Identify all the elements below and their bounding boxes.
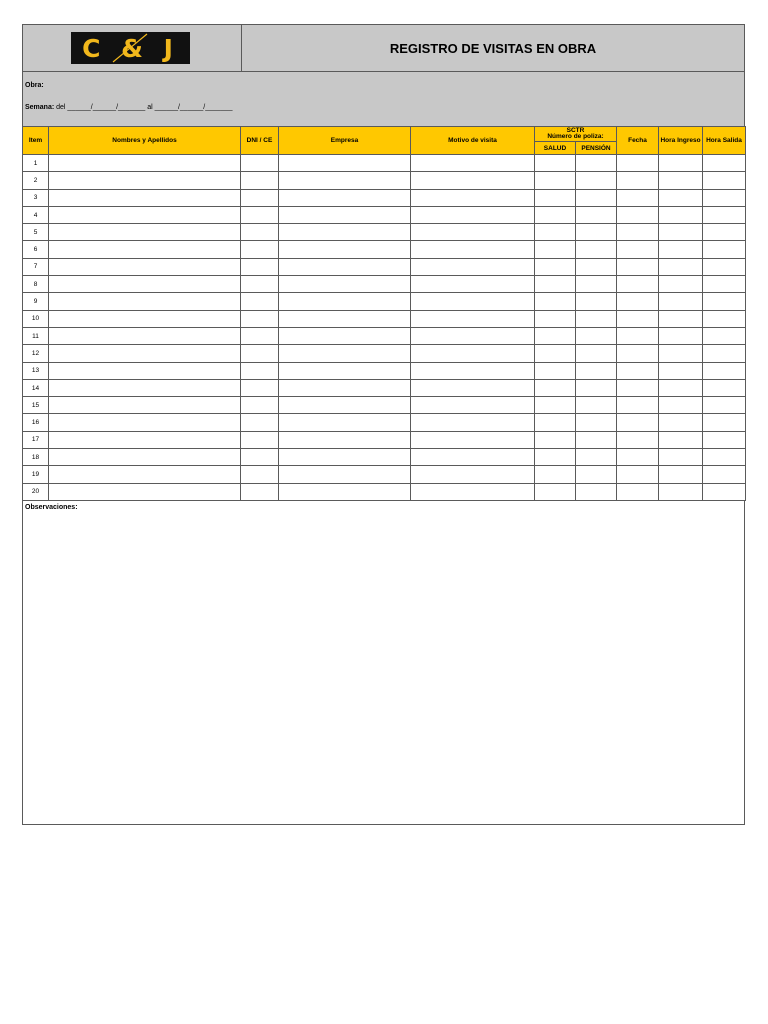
cell-motivo[interactable] bbox=[411, 224, 535, 241]
cell-motivo[interactable] bbox=[411, 397, 535, 414]
cell-motivo[interactable] bbox=[411, 449, 535, 466]
cell-salud[interactable] bbox=[535, 414, 576, 431]
row-item-number: 6 bbox=[23, 241, 49, 258]
cell-hora-ingreso[interactable] bbox=[659, 155, 703, 172]
poliza-label: Número de poliza: bbox=[547, 133, 604, 140]
obra-label: Obra: bbox=[25, 82, 44, 89]
cell-dni[interactable] bbox=[241, 258, 279, 275]
table-row bbox=[23, 327, 746, 344]
cell-dni[interactable] bbox=[241, 224, 279, 241]
cell-hora-salida[interactable] bbox=[703, 155, 746, 172]
cell-empresa[interactable] bbox=[279, 206, 411, 223]
cell-fecha[interactable] bbox=[617, 431, 659, 448]
cell-fecha[interactable] bbox=[617, 345, 659, 362]
cell-empresa[interactable] bbox=[279, 449, 411, 466]
row-item-number: 2 bbox=[23, 172, 49, 189]
cell-pension[interactable] bbox=[576, 258, 617, 275]
col-header-hora-salida: Hora Salida bbox=[703, 127, 746, 155]
cell-fecha[interactable] bbox=[617, 362, 659, 379]
cell-salud[interactable] bbox=[535, 276, 576, 293]
cell-salud[interactable] bbox=[535, 189, 576, 206]
cell-empresa[interactable] bbox=[279, 397, 411, 414]
cell-hora-salida[interactable] bbox=[703, 327, 746, 344]
cell-dni[interactable] bbox=[241, 155, 279, 172]
cell-dni[interactable] bbox=[241, 431, 279, 448]
cell-salud[interactable] bbox=[535, 449, 576, 466]
cell-empresa[interactable] bbox=[279, 483, 411, 500]
row-item-number: 18 bbox=[23, 449, 49, 466]
cell-hora-ingreso[interactable] bbox=[659, 431, 703, 448]
cell-salud[interactable] bbox=[535, 155, 576, 172]
cell-motivo[interactable] bbox=[411, 155, 535, 172]
cell-dni[interactable] bbox=[241, 172, 279, 189]
cell-nombres[interactable] bbox=[49, 206, 241, 223]
cell-dni[interactable] bbox=[241, 206, 279, 223]
cell-dni[interactable] bbox=[241, 397, 279, 414]
cell-hora-salida[interactable] bbox=[703, 345, 746, 362]
cell-fecha[interactable] bbox=[617, 172, 659, 189]
cell-hora-ingreso[interactable] bbox=[659, 172, 703, 189]
cell-nombres[interactable] bbox=[49, 310, 241, 327]
cell-fecha[interactable] bbox=[617, 206, 659, 223]
cell-hora-salida[interactable] bbox=[703, 310, 746, 327]
table-row bbox=[23, 397, 746, 414]
table-row bbox=[23, 362, 746, 379]
col-header-item: Item bbox=[23, 127, 49, 155]
cell-fecha[interactable] bbox=[617, 155, 659, 172]
table-row bbox=[23, 155, 746, 172]
cell-pension[interactable] bbox=[576, 397, 617, 414]
col-header-fecha: Fecha bbox=[617, 127, 659, 155]
cell-motivo[interactable] bbox=[411, 379, 535, 396]
cell-nombres[interactable] bbox=[49, 414, 241, 431]
cell-motivo[interactable] bbox=[411, 466, 535, 483]
col-header-dni: DNI / CE bbox=[241, 127, 279, 155]
cell-salud[interactable] bbox=[535, 483, 576, 500]
cell-hora-salida[interactable] bbox=[703, 189, 746, 206]
cell-hora-salida[interactable] bbox=[703, 483, 746, 500]
cell-hora-ingreso[interactable] bbox=[659, 241, 703, 258]
row-item-number: 9 bbox=[23, 293, 49, 310]
cell-pension[interactable] bbox=[576, 327, 617, 344]
cell-pension[interactable] bbox=[576, 224, 617, 241]
cell-salud[interactable] bbox=[535, 345, 576, 362]
table-row bbox=[23, 483, 746, 500]
cell-empresa[interactable] bbox=[279, 241, 411, 258]
cell-fecha[interactable] bbox=[617, 466, 659, 483]
cell-nombres[interactable] bbox=[49, 241, 241, 258]
cell-fecha[interactable] bbox=[617, 379, 659, 396]
cell-dni[interactable] bbox=[241, 379, 279, 396]
cell-nombres[interactable] bbox=[49, 379, 241, 396]
row-item-number: 4 bbox=[23, 206, 49, 223]
logo-text: C & J bbox=[82, 33, 179, 63]
cell-salud[interactable] bbox=[535, 206, 576, 223]
info-band bbox=[22, 72, 745, 126]
cell-motivo[interactable] bbox=[411, 293, 535, 310]
cell-nombres[interactable] bbox=[49, 466, 241, 483]
cell-nombres[interactable] bbox=[49, 483, 241, 500]
cell-pension[interactable] bbox=[576, 483, 617, 500]
table-row bbox=[23, 310, 746, 327]
cell-nombres[interactable] bbox=[49, 362, 241, 379]
table-row bbox=[23, 293, 746, 310]
cell-nombres[interactable] bbox=[49, 155, 241, 172]
cell-hora-ingreso[interactable] bbox=[659, 449, 703, 466]
cell-hora-salida[interactable] bbox=[703, 397, 746, 414]
cell-pension[interactable] bbox=[576, 206, 617, 223]
cell-hora-ingreso[interactable] bbox=[659, 189, 703, 206]
cell-motivo[interactable] bbox=[411, 414, 535, 431]
col-header-sctr bbox=[535, 127, 617, 142]
cell-hora-ingreso[interactable] bbox=[659, 397, 703, 414]
cell-hora-salida[interactable] bbox=[703, 276, 746, 293]
col-header-pension: PENSIÓN bbox=[576, 142, 617, 155]
cell-empresa[interactable] bbox=[279, 466, 411, 483]
cell-hora-ingreso[interactable] bbox=[659, 345, 703, 362]
cell-dni[interactable] bbox=[241, 241, 279, 258]
cell-fecha[interactable] bbox=[617, 449, 659, 466]
cell-pension[interactable] bbox=[576, 189, 617, 206]
company-logo bbox=[71, 32, 190, 64]
cell-hora-ingreso[interactable] bbox=[659, 310, 703, 327]
cell-salud[interactable] bbox=[535, 327, 576, 344]
row-item-number: 5 bbox=[23, 224, 49, 241]
cell-motivo[interactable] bbox=[411, 483, 535, 500]
cell-hora-ingreso[interactable] bbox=[659, 483, 703, 500]
cell-pension[interactable] bbox=[576, 431, 617, 448]
table-row bbox=[23, 258, 746, 275]
cell-pension[interactable] bbox=[576, 241, 617, 258]
table-row bbox=[23, 379, 746, 396]
cell-hora-salida[interactable] bbox=[703, 449, 746, 466]
cell-nombres[interactable] bbox=[49, 258, 241, 275]
col-header-hora-ingreso: Hora Ingreso bbox=[659, 127, 703, 155]
cell-fecha[interactable] bbox=[617, 310, 659, 327]
col-header-motivo: Motivo de visita bbox=[411, 127, 535, 155]
row-item-number: 8 bbox=[23, 276, 49, 293]
cell-empresa[interactable] bbox=[279, 379, 411, 396]
cell-empresa[interactable] bbox=[279, 431, 411, 448]
logo-cell bbox=[23, 25, 242, 71]
cell-nombres[interactable] bbox=[49, 276, 241, 293]
cell-motivo[interactable] bbox=[411, 241, 535, 258]
cell-motivo[interactable] bbox=[411, 258, 535, 275]
cell-salud[interactable] bbox=[535, 241, 576, 258]
cell-nombres[interactable] bbox=[49, 345, 241, 362]
cell-salud[interactable] bbox=[535, 362, 576, 379]
cell-hora-salida[interactable] bbox=[703, 431, 746, 448]
cell-pension[interactable] bbox=[576, 466, 617, 483]
cell-empresa[interactable] bbox=[279, 155, 411, 172]
page-title: REGISTRO DE VISITAS EN OBRA bbox=[389, 40, 597, 56]
cell-dni[interactable] bbox=[241, 310, 279, 327]
cell-dni[interactable] bbox=[241, 414, 279, 431]
cell-motivo[interactable] bbox=[411, 327, 535, 344]
cell-hora-ingreso[interactable] bbox=[659, 276, 703, 293]
col-header-nombres: Nombres y Apellidos bbox=[49, 127, 241, 155]
table-row bbox=[23, 345, 746, 362]
cell-pension[interactable] bbox=[576, 449, 617, 466]
row-item-number: 19 bbox=[23, 466, 49, 483]
semana-date-range: del ______/______/_______ al ______/______/_______ bbox=[54, 104, 233, 111]
cell-motivo[interactable] bbox=[411, 345, 535, 362]
cell-motivo[interactable] bbox=[411, 310, 535, 327]
visits-table bbox=[22, 126, 746, 501]
cell-hora-salida[interactable] bbox=[703, 379, 746, 396]
observaciones-box[interactable] bbox=[22, 501, 745, 825]
row-item-number: 1 bbox=[23, 155, 49, 172]
cell-hora-ingreso[interactable] bbox=[659, 206, 703, 223]
cell-empresa[interactable] bbox=[279, 276, 411, 293]
cell-fecha[interactable] bbox=[617, 276, 659, 293]
row-item-number: 7 bbox=[23, 258, 49, 275]
cell-hora-ingreso[interactable] bbox=[659, 466, 703, 483]
cell-salud[interactable] bbox=[535, 466, 576, 483]
semana-label: Semana: bbox=[25, 104, 55, 111]
cell-salud[interactable] bbox=[535, 379, 576, 396]
cell-hora-salida[interactable] bbox=[703, 362, 746, 379]
cell-dni[interactable] bbox=[241, 345, 279, 362]
cell-pension[interactable] bbox=[576, 276, 617, 293]
cell-hora-ingreso[interactable] bbox=[659, 224, 703, 241]
table-row bbox=[23, 276, 746, 293]
cell-nombres[interactable] bbox=[49, 449, 241, 466]
cell-hora-salida[interactable] bbox=[703, 258, 746, 275]
row-item-number: 16 bbox=[23, 414, 49, 431]
cell-dni[interactable] bbox=[241, 466, 279, 483]
cell-pension[interactable] bbox=[576, 310, 617, 327]
cell-empresa[interactable] bbox=[279, 327, 411, 344]
cell-nombres[interactable] bbox=[49, 397, 241, 414]
row-item-number: 20 bbox=[23, 483, 49, 500]
table-row bbox=[23, 172, 746, 189]
cell-pension[interactable] bbox=[576, 155, 617, 172]
cell-salud[interactable] bbox=[535, 293, 576, 310]
cell-empresa[interactable] bbox=[279, 362, 411, 379]
cell-fecha[interactable] bbox=[617, 258, 659, 275]
col-header-empresa: Empresa bbox=[279, 127, 411, 155]
cell-hora-salida[interactable] bbox=[703, 172, 746, 189]
row-item-number: 17 bbox=[23, 431, 49, 448]
cell-hora-salida[interactable] bbox=[703, 466, 746, 483]
cell-pension[interactable] bbox=[576, 379, 617, 396]
cell-hora-ingreso[interactable] bbox=[659, 293, 703, 310]
cell-dni[interactable] bbox=[241, 449, 279, 466]
cell-dni[interactable] bbox=[241, 327, 279, 344]
table-row bbox=[23, 224, 746, 241]
cell-empresa[interactable] bbox=[279, 258, 411, 275]
cell-dni[interactable] bbox=[241, 483, 279, 500]
cell-nombres[interactable] bbox=[49, 431, 241, 448]
row-item-number: 10 bbox=[23, 310, 49, 327]
cell-salud[interactable] bbox=[535, 172, 576, 189]
cell-hora-ingreso[interactable] bbox=[659, 379, 703, 396]
cell-nombres[interactable] bbox=[49, 189, 241, 206]
cell-hora-ingreso[interactable] bbox=[659, 414, 703, 431]
cell-motivo[interactable] bbox=[411, 189, 535, 206]
cell-pension[interactable] bbox=[576, 172, 617, 189]
cell-hora-ingreso[interactable] bbox=[659, 327, 703, 344]
observaciones-label: Observaciones: bbox=[25, 503, 78, 511]
row-item-number: 12 bbox=[23, 345, 49, 362]
cell-motivo[interactable] bbox=[411, 172, 535, 189]
cell-fecha[interactable] bbox=[617, 483, 659, 500]
table-row bbox=[23, 449, 746, 466]
cell-dni[interactable] bbox=[241, 293, 279, 310]
cell-nombres[interactable] bbox=[49, 327, 241, 344]
row-item-number: 14 bbox=[23, 379, 49, 396]
cell-dni[interactable] bbox=[241, 189, 279, 206]
table-row bbox=[23, 414, 746, 431]
cell-nombres[interactable] bbox=[49, 172, 241, 189]
row-item-number: 11 bbox=[23, 327, 49, 344]
cell-salud[interactable] bbox=[535, 431, 576, 448]
row-item-number: 3 bbox=[23, 189, 49, 206]
cell-empresa[interactable] bbox=[279, 224, 411, 241]
cell-motivo[interactable] bbox=[411, 362, 535, 379]
cell-salud[interactable] bbox=[535, 224, 576, 241]
cell-fecha[interactable] bbox=[617, 327, 659, 344]
cell-empresa[interactable] bbox=[279, 293, 411, 310]
cell-nombres[interactable] bbox=[49, 293, 241, 310]
row-item-number: 13 bbox=[23, 362, 49, 379]
table-row bbox=[23, 466, 746, 483]
table-row bbox=[23, 241, 746, 258]
table-row bbox=[23, 189, 746, 206]
semana-line bbox=[25, 104, 232, 111]
cell-hora-ingreso[interactable] bbox=[659, 258, 703, 275]
cell-fecha[interactable] bbox=[617, 414, 659, 431]
cell-hora-salida[interactable] bbox=[703, 224, 746, 241]
cell-pension[interactable] bbox=[576, 293, 617, 310]
table-row bbox=[23, 431, 746, 448]
cell-empresa[interactable] bbox=[279, 172, 411, 189]
cell-hora-salida[interactable] bbox=[703, 414, 746, 431]
header-band bbox=[22, 24, 745, 72]
col-header-salud: SALUD bbox=[535, 142, 576, 155]
table-body bbox=[23, 155, 746, 501]
cell-pension[interactable] bbox=[576, 414, 617, 431]
cell-fecha[interactable] bbox=[617, 224, 659, 241]
cell-hora-ingreso[interactable] bbox=[659, 362, 703, 379]
cell-motivo[interactable] bbox=[411, 276, 535, 293]
sctr-label: SCTR bbox=[566, 127, 585, 134]
cell-empresa[interactable] bbox=[279, 345, 411, 362]
cell-fecha[interactable] bbox=[617, 241, 659, 258]
cell-salud[interactable] bbox=[535, 397, 576, 414]
cell-empresa[interactable] bbox=[279, 310, 411, 327]
cell-dni[interactable] bbox=[241, 276, 279, 293]
table-row bbox=[23, 206, 746, 223]
cell-salud[interactable] bbox=[535, 258, 576, 275]
cell-hora-salida[interactable] bbox=[703, 293, 746, 310]
cell-dni[interactable] bbox=[241, 362, 279, 379]
cell-motivo[interactable] bbox=[411, 431, 535, 448]
cell-nombres[interactable] bbox=[49, 224, 241, 241]
cell-empresa[interactable] bbox=[279, 189, 411, 206]
cell-pension[interactable] bbox=[576, 345, 617, 362]
cell-salud[interactable] bbox=[535, 310, 576, 327]
cell-fecha[interactable] bbox=[617, 397, 659, 414]
visit-register-sheet bbox=[22, 24, 745, 825]
cell-pension[interactable] bbox=[576, 362, 617, 379]
cell-fecha[interactable] bbox=[617, 189, 659, 206]
cell-motivo[interactable] bbox=[411, 206, 535, 223]
cell-hora-salida[interactable] bbox=[703, 241, 746, 258]
cell-empresa[interactable] bbox=[279, 414, 411, 431]
row-item-number: 15 bbox=[23, 397, 49, 414]
cell-fecha[interactable] bbox=[617, 293, 659, 310]
cell-hora-salida[interactable] bbox=[703, 206, 746, 223]
